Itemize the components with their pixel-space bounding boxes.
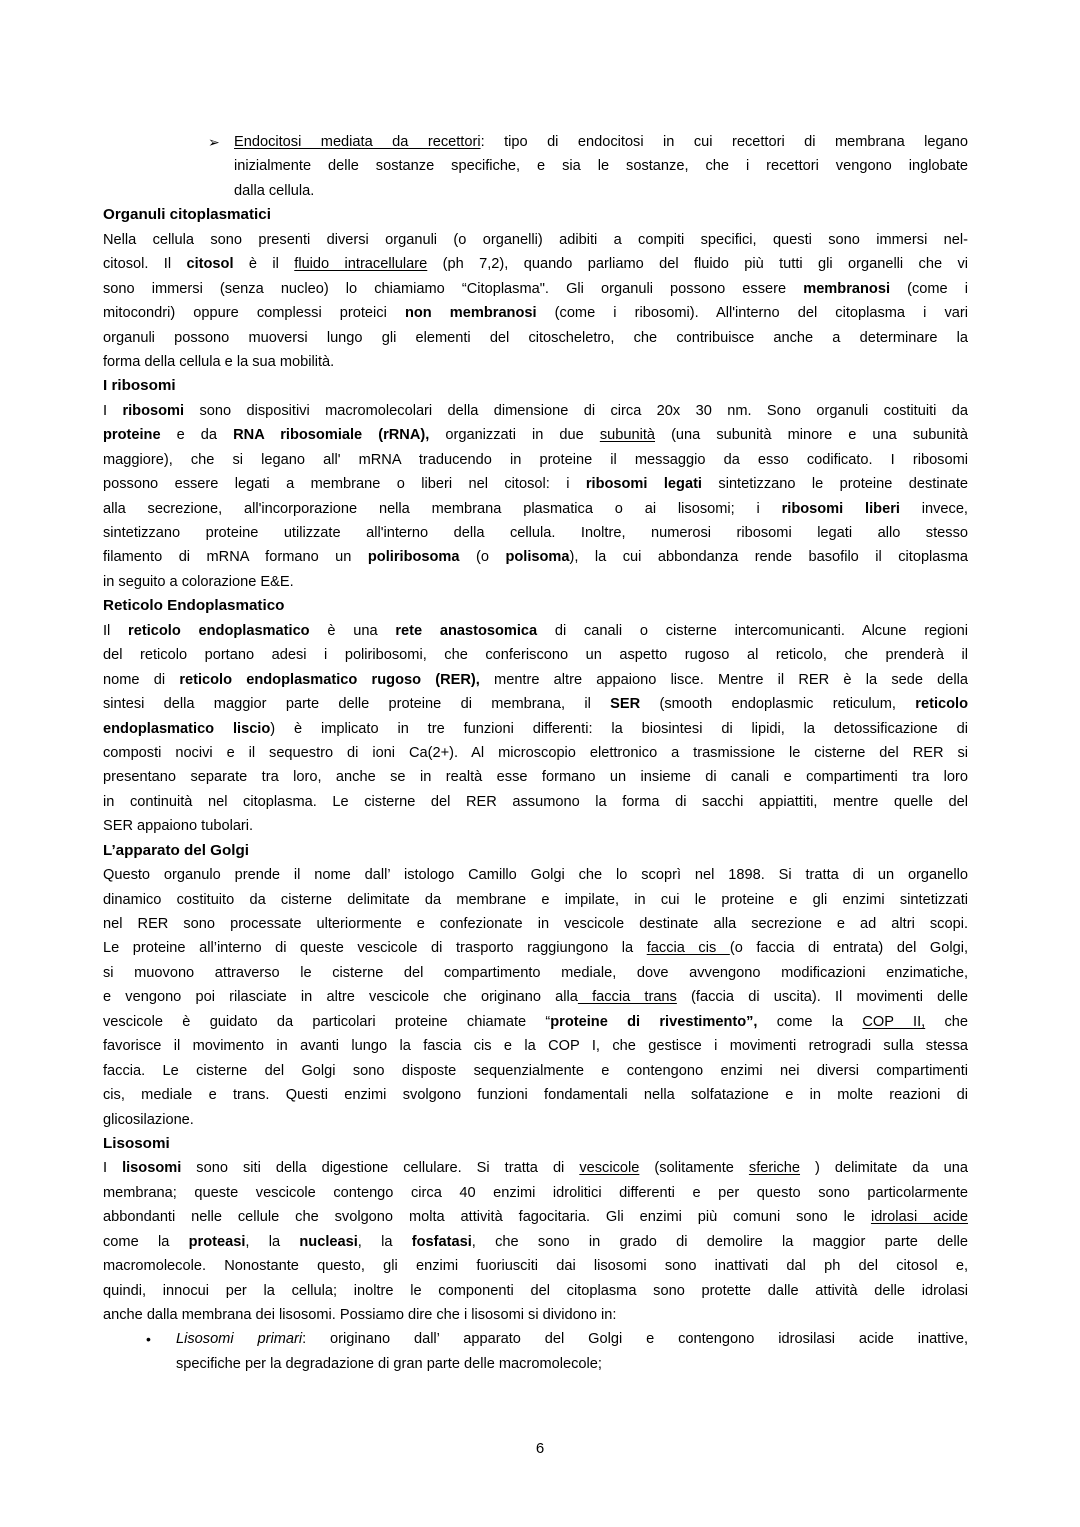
bold-term: fosfatasi bbox=[411, 1233, 472, 1250]
bold-term: poliribosoma bbox=[367, 549, 460, 566]
text-run: ), la cui abbondanza rende basofilo il citoplasma bbox=[569, 549, 968, 566]
text-line bbox=[103, 961, 968, 985]
section-heading bbox=[103, 594, 968, 618]
text-run: anche dalla membrana dei lisosomi. Possiamo dire che i lisosomi si dividono in: bbox=[103, 1307, 617, 1323]
text-line bbox=[103, 1108, 968, 1132]
text-run: sintetizzano le proteine destinate bbox=[702, 476, 969, 493]
text-run: e da bbox=[160, 427, 234, 444]
text-run: , la bbox=[245, 1233, 300, 1250]
bold-term: rete anastosomica bbox=[395, 622, 538, 639]
text-run: Questo organulo prende il nome dall’ istologo Camillo Golgi che lo scoprì nel 1898. Si tratta di un organello bbox=[103, 867, 968, 884]
text-line bbox=[103, 1303, 968, 1327]
text-run: Lisosomi bbox=[103, 1134, 170, 1152]
text-run: inizialmente delle sostanze specifiche, e sia le sostanze, che i recettori vengono inglobate bbox=[234, 158, 968, 175]
text-run: (faccia di uscita). Il movimenti delle bbox=[676, 989, 968, 1006]
text-run: Nella cellula sono presenti diversi organuli (o organelli) adibiti a compiti specifici, questi sono immersi nel- bbox=[103, 231, 968, 248]
text-run: Le proteine all’interno di queste vescicole di trasporto raggiungono la bbox=[103, 940, 647, 957]
text-line bbox=[103, 228, 968, 252]
text-run: è una bbox=[309, 622, 396, 639]
bold-term: reticolo endoplasmatico bbox=[128, 622, 310, 639]
bold-term: proteasi bbox=[188, 1233, 246, 1250]
text-run: vescicole è guidato da particolari proteine chiamate “ bbox=[103, 1013, 551, 1030]
text-line bbox=[103, 1205, 968, 1229]
text-run: di canali o cisterne intercomunicanti. Alcune regioni bbox=[537, 622, 969, 639]
text-line bbox=[103, 521, 968, 545]
text-line bbox=[103, 1059, 968, 1083]
bold-term: membranosi bbox=[803, 280, 890, 297]
text-run: (una subunità minore e una subunità bbox=[655, 427, 969, 444]
text-run: (ph 7,2), quando parliamo del fluido più tutti gli organelli che vi bbox=[427, 256, 969, 273]
text-run: quindi, innocui per la cellula; inoltre le componenti del citoplasma sono protette dalle attività delle idrolasi bbox=[103, 1282, 968, 1299]
text-line bbox=[103, 692, 968, 716]
paragraph bbox=[103, 399, 968, 595]
text-line bbox=[103, 814, 968, 838]
text-run: si muovono attraverso le cisterne del compartimento mediale, dove avvengono modificazioni enzimatiche, bbox=[103, 964, 968, 981]
text-run: maggiore), che si legano all' mRNA traducendo in proteine il messaggio da esso codificato. I ribosomi bbox=[103, 451, 968, 468]
underlined-term: idrolasi acide bbox=[870, 1209, 968, 1226]
text-run: organizzati in due bbox=[429, 427, 600, 444]
text-run: invece, bbox=[899, 500, 968, 517]
underlined-term: subunità bbox=[599, 427, 656, 444]
bold-term: lisosomi bbox=[122, 1160, 182, 1177]
paragraph bbox=[103, 228, 968, 375]
text-line bbox=[103, 277, 968, 301]
text-line bbox=[103, 936, 968, 960]
bold-term: ribosomi liberi bbox=[781, 500, 900, 517]
text-line bbox=[234, 154, 968, 178]
text-run: I bbox=[103, 402, 123, 419]
page-number: 6 bbox=[535, 1440, 545, 1457]
document-body bbox=[103, 130, 968, 1376]
section-heading bbox=[103, 203, 968, 227]
bullet-item bbox=[103, 130, 968, 203]
text-run: (o faccia di entrata) del Golgi, bbox=[729, 940, 968, 957]
text-run: (smooth endoplasmic reticulum, bbox=[640, 696, 916, 713]
paragraph bbox=[103, 863, 968, 1132]
text-run: del reticolo portano adesi i poliribosomi, che conferiscono un aspetto rugoso al reticolo, che prenderà il bbox=[103, 647, 968, 664]
text-run: sono siti della digestione cellulare. Si tratta di bbox=[181, 1160, 580, 1177]
underlined-term: fluido intracellulare bbox=[294, 256, 428, 273]
bold-term: SER bbox=[610, 696, 641, 713]
text-run: ) è implicato in tre funzioni differenti: la biosintesi di lipidi, la detossificazione di bbox=[270, 720, 968, 737]
text-run: I bbox=[103, 1160, 123, 1177]
text-run: filamento di mRNA formano un bbox=[103, 549, 368, 566]
bold-term: reticolo bbox=[915, 696, 969, 713]
text-line bbox=[103, 1279, 968, 1303]
text-line bbox=[103, 1010, 968, 1034]
text-line bbox=[103, 741, 968, 765]
section-heading bbox=[103, 1132, 968, 1156]
text-run: , la bbox=[357, 1233, 412, 1250]
text-run: presentano separate tra loro, anche se in realtà esse formano un insieme di canali e compartimenti tra loro bbox=[103, 769, 968, 786]
text-run: sono dispositivi macromolecolari della dimensione di circa 20x 30 nm. Sono organuli costituiti da bbox=[184, 402, 968, 419]
italic-term: Lisosomi primari bbox=[176, 1331, 303, 1348]
text-run: : originano dall’ apparato del Golgi e contengono idrosilasi acide inattive, bbox=[302, 1331, 969, 1348]
text-line bbox=[103, 350, 968, 374]
paragraph bbox=[103, 619, 968, 839]
text-line bbox=[103, 1083, 968, 1107]
text-run: I ribosomi bbox=[103, 377, 176, 395]
text-run: alla secrezione, all'incorporazione nella membrana plasmatica o ai lisosomi; i bbox=[103, 500, 782, 517]
bold-term: non membranosi bbox=[404, 305, 537, 322]
text-run: : tipo di endocitosi in cui recettori di membrana legano bbox=[480, 134, 968, 150]
text-run: (come i ribosomi). All'interno del citoplasma i vari bbox=[536, 305, 968, 322]
text-run: sono immersi (senza nucleo) lo chiamiamo “Citoplasma". Gli organuli possono essere bbox=[103, 280, 804, 297]
text-run: (solitamente bbox=[639, 1160, 749, 1177]
text-run: favorisce il movimento in avanti lungo la fascia cis e la COP I, che gestisce i movimenti retrogradi sulla stessa bbox=[103, 1038, 968, 1055]
text-run: cis, mediale e trans. Questi enzimi svolgono funzioni fondamentali nella solfatazione e in molte reazioni di bbox=[103, 1087, 968, 1104]
text-run: forma della cellula e la sua mobilità. bbox=[103, 353, 335, 370]
text-line bbox=[103, 1254, 968, 1278]
text-run: (o bbox=[459, 549, 506, 566]
text-line bbox=[103, 1156, 968, 1180]
text-line bbox=[103, 423, 968, 447]
text-line bbox=[234, 130, 968, 154]
text-line bbox=[176, 1327, 968, 1351]
text-line bbox=[103, 570, 968, 594]
text-line bbox=[103, 912, 968, 936]
underlined-term: COP II, bbox=[862, 1013, 926, 1030]
bold-term: reticolo endoplasmatico rugoso (RER), bbox=[179, 671, 480, 688]
text-line bbox=[103, 668, 968, 692]
text-line bbox=[103, 326, 968, 350]
text-run: è il bbox=[233, 256, 295, 273]
text-line bbox=[103, 863, 968, 887]
text-run: mitocondri) oppure complessi proteici bbox=[103, 305, 405, 322]
text-run: L’apparato del Golgi bbox=[103, 841, 249, 859]
text-line bbox=[103, 1034, 968, 1058]
section-heading bbox=[103, 839, 968, 863]
bold-term: RNA ribosomiale (rRNA), bbox=[233, 427, 430, 444]
text-line bbox=[103, 888, 968, 912]
text-line bbox=[103, 1230, 968, 1254]
arrow-bullet-icon: ➢ bbox=[208, 134, 220, 150]
text-run: in continuità nel citoplasma. Le cisterne del RER assumono la forma di sacchi appiattiti, mentre quelle del bbox=[103, 793, 968, 810]
text-run: mentre altre appaiono lisce. Mentre il RER è la sede della bbox=[479, 671, 969, 688]
bold-term: polisoma bbox=[505, 549, 570, 566]
text-run: SER appaiono tubolari. bbox=[103, 818, 254, 835]
text-line bbox=[103, 1181, 968, 1205]
bold-term: ribosomi legati bbox=[585, 476, 702, 493]
text-line bbox=[103, 839, 968, 863]
text-line bbox=[103, 374, 968, 398]
text-run: macromolecole. Nonostante questo, gli enzimi fuoriusciti dai lisosomi sono inattivati dal ph del citosol e, bbox=[103, 1258, 968, 1275]
bold-term: citosol bbox=[186, 256, 234, 273]
paragraph bbox=[103, 1156, 968, 1327]
text-run: che bbox=[925, 1013, 968, 1030]
text-run: composti nocivi e il sequestro di ioni Ca(2+). Al microscopio elettronico a trasmissione le cisterne del RER si bbox=[103, 744, 968, 761]
bold-term: endoplasmatico liscio bbox=[103, 720, 271, 737]
bold-term: proteine bbox=[103, 427, 161, 444]
text-line bbox=[103, 399, 968, 423]
text-line bbox=[103, 717, 968, 741]
text-run: dalla cellula. bbox=[234, 182, 315, 199]
text-line bbox=[176, 1352, 968, 1376]
text-run: sintetizzano proteine utilizzate all'interno della cellula. Inoltre, numerosi ribosomi legati allo stesso bbox=[103, 525, 968, 541]
bullet-item bbox=[103, 1327, 968, 1376]
text-line bbox=[103, 252, 968, 276]
text-run: Organuli citoplasmatici bbox=[103, 206, 271, 224]
text-run: nome di bbox=[103, 671, 180, 688]
dot-bullet-icon: • bbox=[146, 1331, 151, 1348]
text-run: citosol. Il bbox=[103, 256, 187, 273]
text-line bbox=[103, 765, 968, 789]
text-line bbox=[103, 985, 968, 1009]
text-line bbox=[103, 594, 968, 618]
underlined-term: faccia cis bbox=[646, 940, 730, 957]
text-run: Reticolo Endoplasmatico bbox=[103, 597, 285, 615]
text-line bbox=[103, 545, 968, 569]
text-run: come la bbox=[103, 1233, 189, 1250]
underlined-term: Endocitosi mediata da recettori bbox=[234, 134, 481, 150]
text-run: specifiche per la degradazione di gran parte delle macromolecole; bbox=[176, 1355, 602, 1372]
text-run: glicosilazione. bbox=[103, 1111, 194, 1128]
text-run: membrana; queste vescicole contengo circa 40 enzimi idrolitici differenti e per questo sono particolarmente bbox=[103, 1184, 968, 1201]
underlined-term: faccia trans bbox=[577, 989, 677, 1006]
bold-term: ribosomi bbox=[122, 402, 185, 419]
text-run: , che sono in grado di demolire la maggior parte delle bbox=[471, 1233, 969, 1250]
text-run: Il bbox=[103, 622, 129, 639]
text-line bbox=[234, 179, 968, 203]
bold-term: nucleasi bbox=[299, 1233, 358, 1250]
text-run: ) delimitate da una bbox=[800, 1160, 969, 1177]
text-line bbox=[103, 301, 968, 325]
text-run: come la bbox=[757, 1013, 863, 1030]
text-run: (come i bbox=[890, 280, 968, 297]
text-run: nel RER sono processate ulteriormente e confezionate in vescicole destinate alla secrezione e ad altri scopi. bbox=[103, 916, 968, 932]
text-run: organuli possono muoversi lungo gli elementi del citoscheletro, che contribuisce anche a determinare la bbox=[103, 329, 968, 346]
text-line bbox=[103, 1132, 968, 1156]
text-run: possono essere legati a membrane o liberi nel citosol: i bbox=[103, 476, 586, 493]
text-run: abbondanti nelle cellule che svolgono molta attività fagocitaria. Gli enzimi più comuni sono le bbox=[103, 1209, 871, 1226]
section-heading bbox=[103, 374, 968, 398]
underlined-term: vescicole bbox=[579, 1160, 640, 1177]
text-line bbox=[103, 448, 968, 472]
text-line bbox=[103, 497, 968, 521]
bold-term: proteine di rivestimento”, bbox=[550, 1013, 758, 1030]
text-line bbox=[103, 643, 968, 667]
text-line bbox=[103, 790, 968, 814]
text-line bbox=[103, 203, 968, 227]
underlined-term: sferiche bbox=[748, 1160, 801, 1177]
text-line bbox=[103, 619, 968, 643]
text-run: dinamico costituito da cisterne delimitate da membrane e impilate, in cui le proteine e gli enzimi sintetizzati bbox=[103, 891, 968, 908]
text-run: faccia. Le cisterne del Golgi sono disposte sequenzialmente e contengono enzimi nei diversi compartimenti bbox=[103, 1062, 968, 1079]
text-run: in seguito a colorazione E&E. bbox=[103, 573, 294, 590]
text-run: sintesi della maggior parte delle proteine di membrana, il bbox=[103, 696, 611, 713]
text-run: e vengono poi rilasciate in altre vescicole che originano alla bbox=[103, 989, 578, 1006]
text-line bbox=[103, 472, 968, 496]
